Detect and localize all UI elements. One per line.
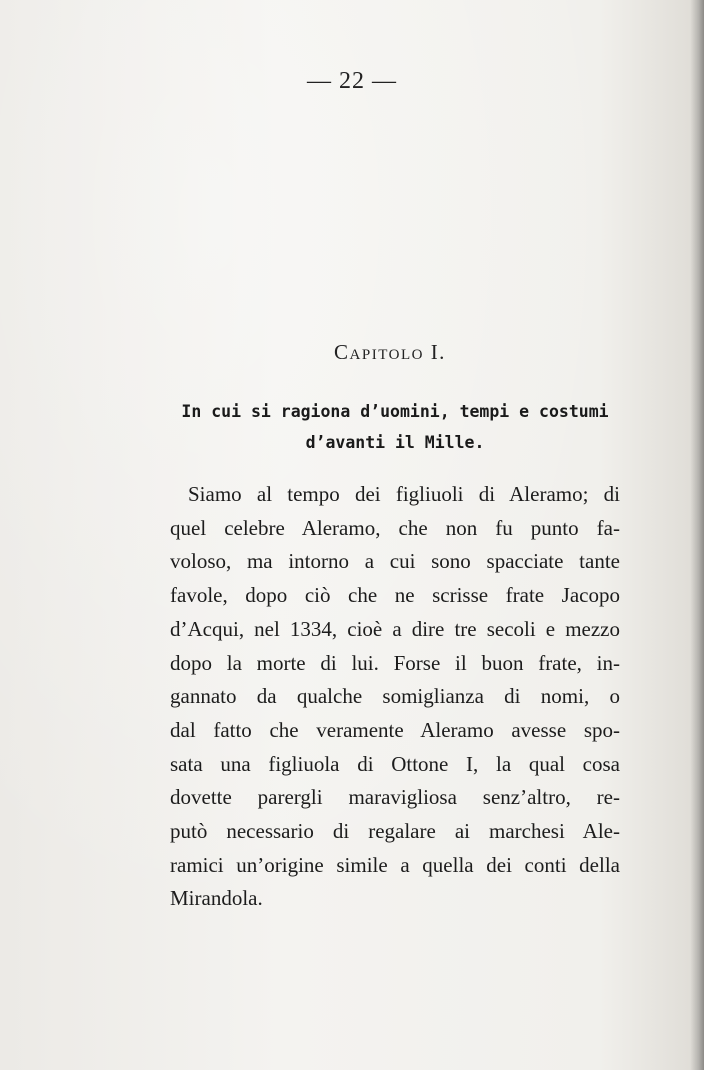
text-line: Siamo al tempo dei figliuoli di Aleramo; di	[188, 482, 620, 506]
page-edge-shadow	[690, 0, 704, 1070]
chapter-title: Capitolo I.	[334, 340, 446, 364]
page-number: — 22 —	[307, 68, 397, 94]
text-line: dal fatto che veramente Aleramo avesse spo-	[170, 717, 620, 742]
chapter-subtitle	[170, 396, 620, 458]
text-line: sata una figliuola di Ottone I, la qual cosa	[170, 751, 620, 776]
text-line: voloso, ma intorno a cui sono spacciate tante	[170, 549, 620, 574]
chapter-subtitle-line: In cui si ragiona d’uomini, tempi e costumi	[181, 402, 609, 421]
text-line: ramici un’origine simile a quella dei conti della	[170, 852, 620, 877]
text-line: dopo la morte di lui. Forse il buon frate, in-	[170, 650, 620, 675]
chapter-subtitle-line: d’avanti il Mille.	[305, 433, 485, 452]
text-line: quel celebre Aleramo, che non fu punto fa-	[170, 515, 620, 540]
text-line: dovette parergli maravigliosa senz’altro, re-	[170, 785, 620, 810]
text-line: gannato da qualche somiglianza di nomi, o	[170, 684, 620, 709]
body-paragraph	[170, 478, 620, 916]
text-line: putò necessario di regalare ai marchesi Ale-	[170, 819, 620, 844]
text-line: Mirandola.	[170, 886, 263, 911]
text-line: favole, dopo ciò che ne scrisse frate Jacopo	[170, 583, 620, 608]
text-line: d’Acqui, nel 1334, cioè a dire tre secoli e mezzo	[170, 616, 620, 641]
